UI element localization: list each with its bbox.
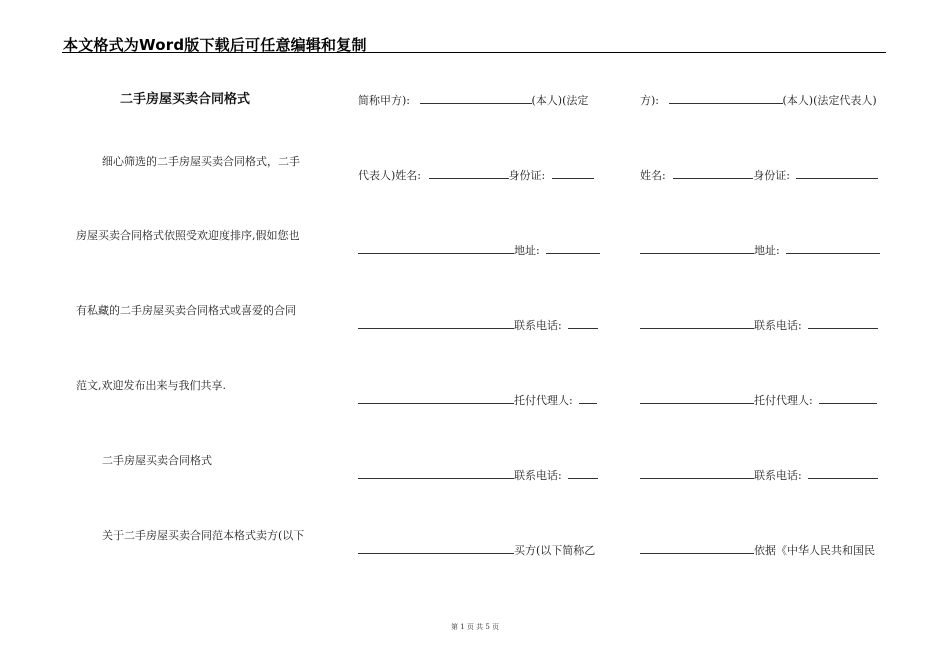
address-label: 地址: xyxy=(514,244,540,257)
blank-field xyxy=(819,393,877,404)
agent-row xyxy=(358,393,597,408)
buyer-agent-phone-label: 联系电话: xyxy=(754,469,802,482)
blank-field xyxy=(568,318,598,329)
rep-name-label: 代表人)姓名: xyxy=(358,169,421,182)
page-number: 第 1 页 共 5 页 xyxy=(450,623,500,631)
buyer-name-label: 姓名: xyxy=(640,169,666,182)
intro-line-3: 有私藏的二手房屋买卖合同格式或喜爱的合同 xyxy=(76,304,296,317)
buyer-agent-row xyxy=(640,393,877,408)
contract-title: 二手房屋买卖合同格式 xyxy=(120,92,251,107)
blank-field xyxy=(640,468,754,479)
agent-label: 托付代理人: xyxy=(514,394,573,407)
blank-field xyxy=(420,93,532,104)
blank-field xyxy=(669,93,783,104)
buyer-address-label: 地址: xyxy=(754,244,780,257)
buyer-phone-label: 联系电话: xyxy=(754,319,802,332)
blank-field xyxy=(673,168,753,179)
phone-label: 联系电话: xyxy=(514,319,562,332)
blank-field xyxy=(568,468,598,479)
intro-line-2: 房屋买卖合同格式依照受欢迎度排序,假如您也 xyxy=(76,229,300,242)
address-row xyxy=(358,243,600,258)
blank-field xyxy=(808,468,878,479)
header-divider xyxy=(62,52,886,53)
blank-field xyxy=(579,393,597,404)
blank-field xyxy=(552,168,594,179)
buyer-name-row xyxy=(640,93,877,108)
blank-field xyxy=(640,393,754,404)
blank-field xyxy=(640,243,754,254)
blank-field xyxy=(429,168,509,179)
blank-field xyxy=(808,318,878,329)
intro-line-1: 细心筛选的二手房屋买卖合同格式，二手 xyxy=(102,155,300,168)
blank-field xyxy=(358,393,514,404)
intro-line-4: 范文,欢迎发布出来与我们共享. xyxy=(76,379,226,392)
seller-rep-row xyxy=(358,168,594,183)
blank-field xyxy=(358,318,514,329)
seller-label: 简称甲方): xyxy=(358,94,410,107)
agent-phone-label: 联系电话: xyxy=(514,469,562,482)
blank-field xyxy=(546,243,600,254)
buyer-rep-row xyxy=(640,168,878,183)
seller-type-label: (本人)(法定 xyxy=(531,94,589,107)
blank-field xyxy=(640,543,754,554)
blank-field xyxy=(786,243,880,254)
agent-phone-row xyxy=(358,468,598,483)
blank-field xyxy=(358,468,514,479)
buyer-type-label: (本人)(法定代表人) xyxy=(782,94,877,107)
blank-field xyxy=(640,318,754,329)
buyer-label: 买方(以下简称乙 xyxy=(514,544,596,557)
blank-field xyxy=(796,168,878,179)
id-label: 身份证: xyxy=(508,169,546,182)
buyer-agent-phone-row xyxy=(640,468,878,483)
buyer-agent-label: 托付代理人: xyxy=(754,394,813,407)
law-basis-label: 依据《中华人民共和国民 xyxy=(754,544,875,557)
phone-row xyxy=(358,318,598,333)
blank-field xyxy=(358,243,514,254)
buyer-row xyxy=(358,543,595,558)
section-heading: 二手房屋买卖合同格式 xyxy=(102,454,212,467)
seller-name-row xyxy=(358,93,588,108)
buyer-party-label: 方): xyxy=(640,94,659,107)
blank-field xyxy=(358,543,514,554)
body-line-1: 关于二手房屋买卖合同范本格式卖方(以下 xyxy=(102,529,305,542)
document-header-title: 本文格式为Word版下载后可任意编辑和复制 xyxy=(63,36,367,54)
buyer-id-label: 身份证: xyxy=(753,169,790,182)
buyer-address-row xyxy=(640,243,880,258)
buyer-phone-row xyxy=(640,318,878,333)
law-basis-row xyxy=(640,543,875,558)
